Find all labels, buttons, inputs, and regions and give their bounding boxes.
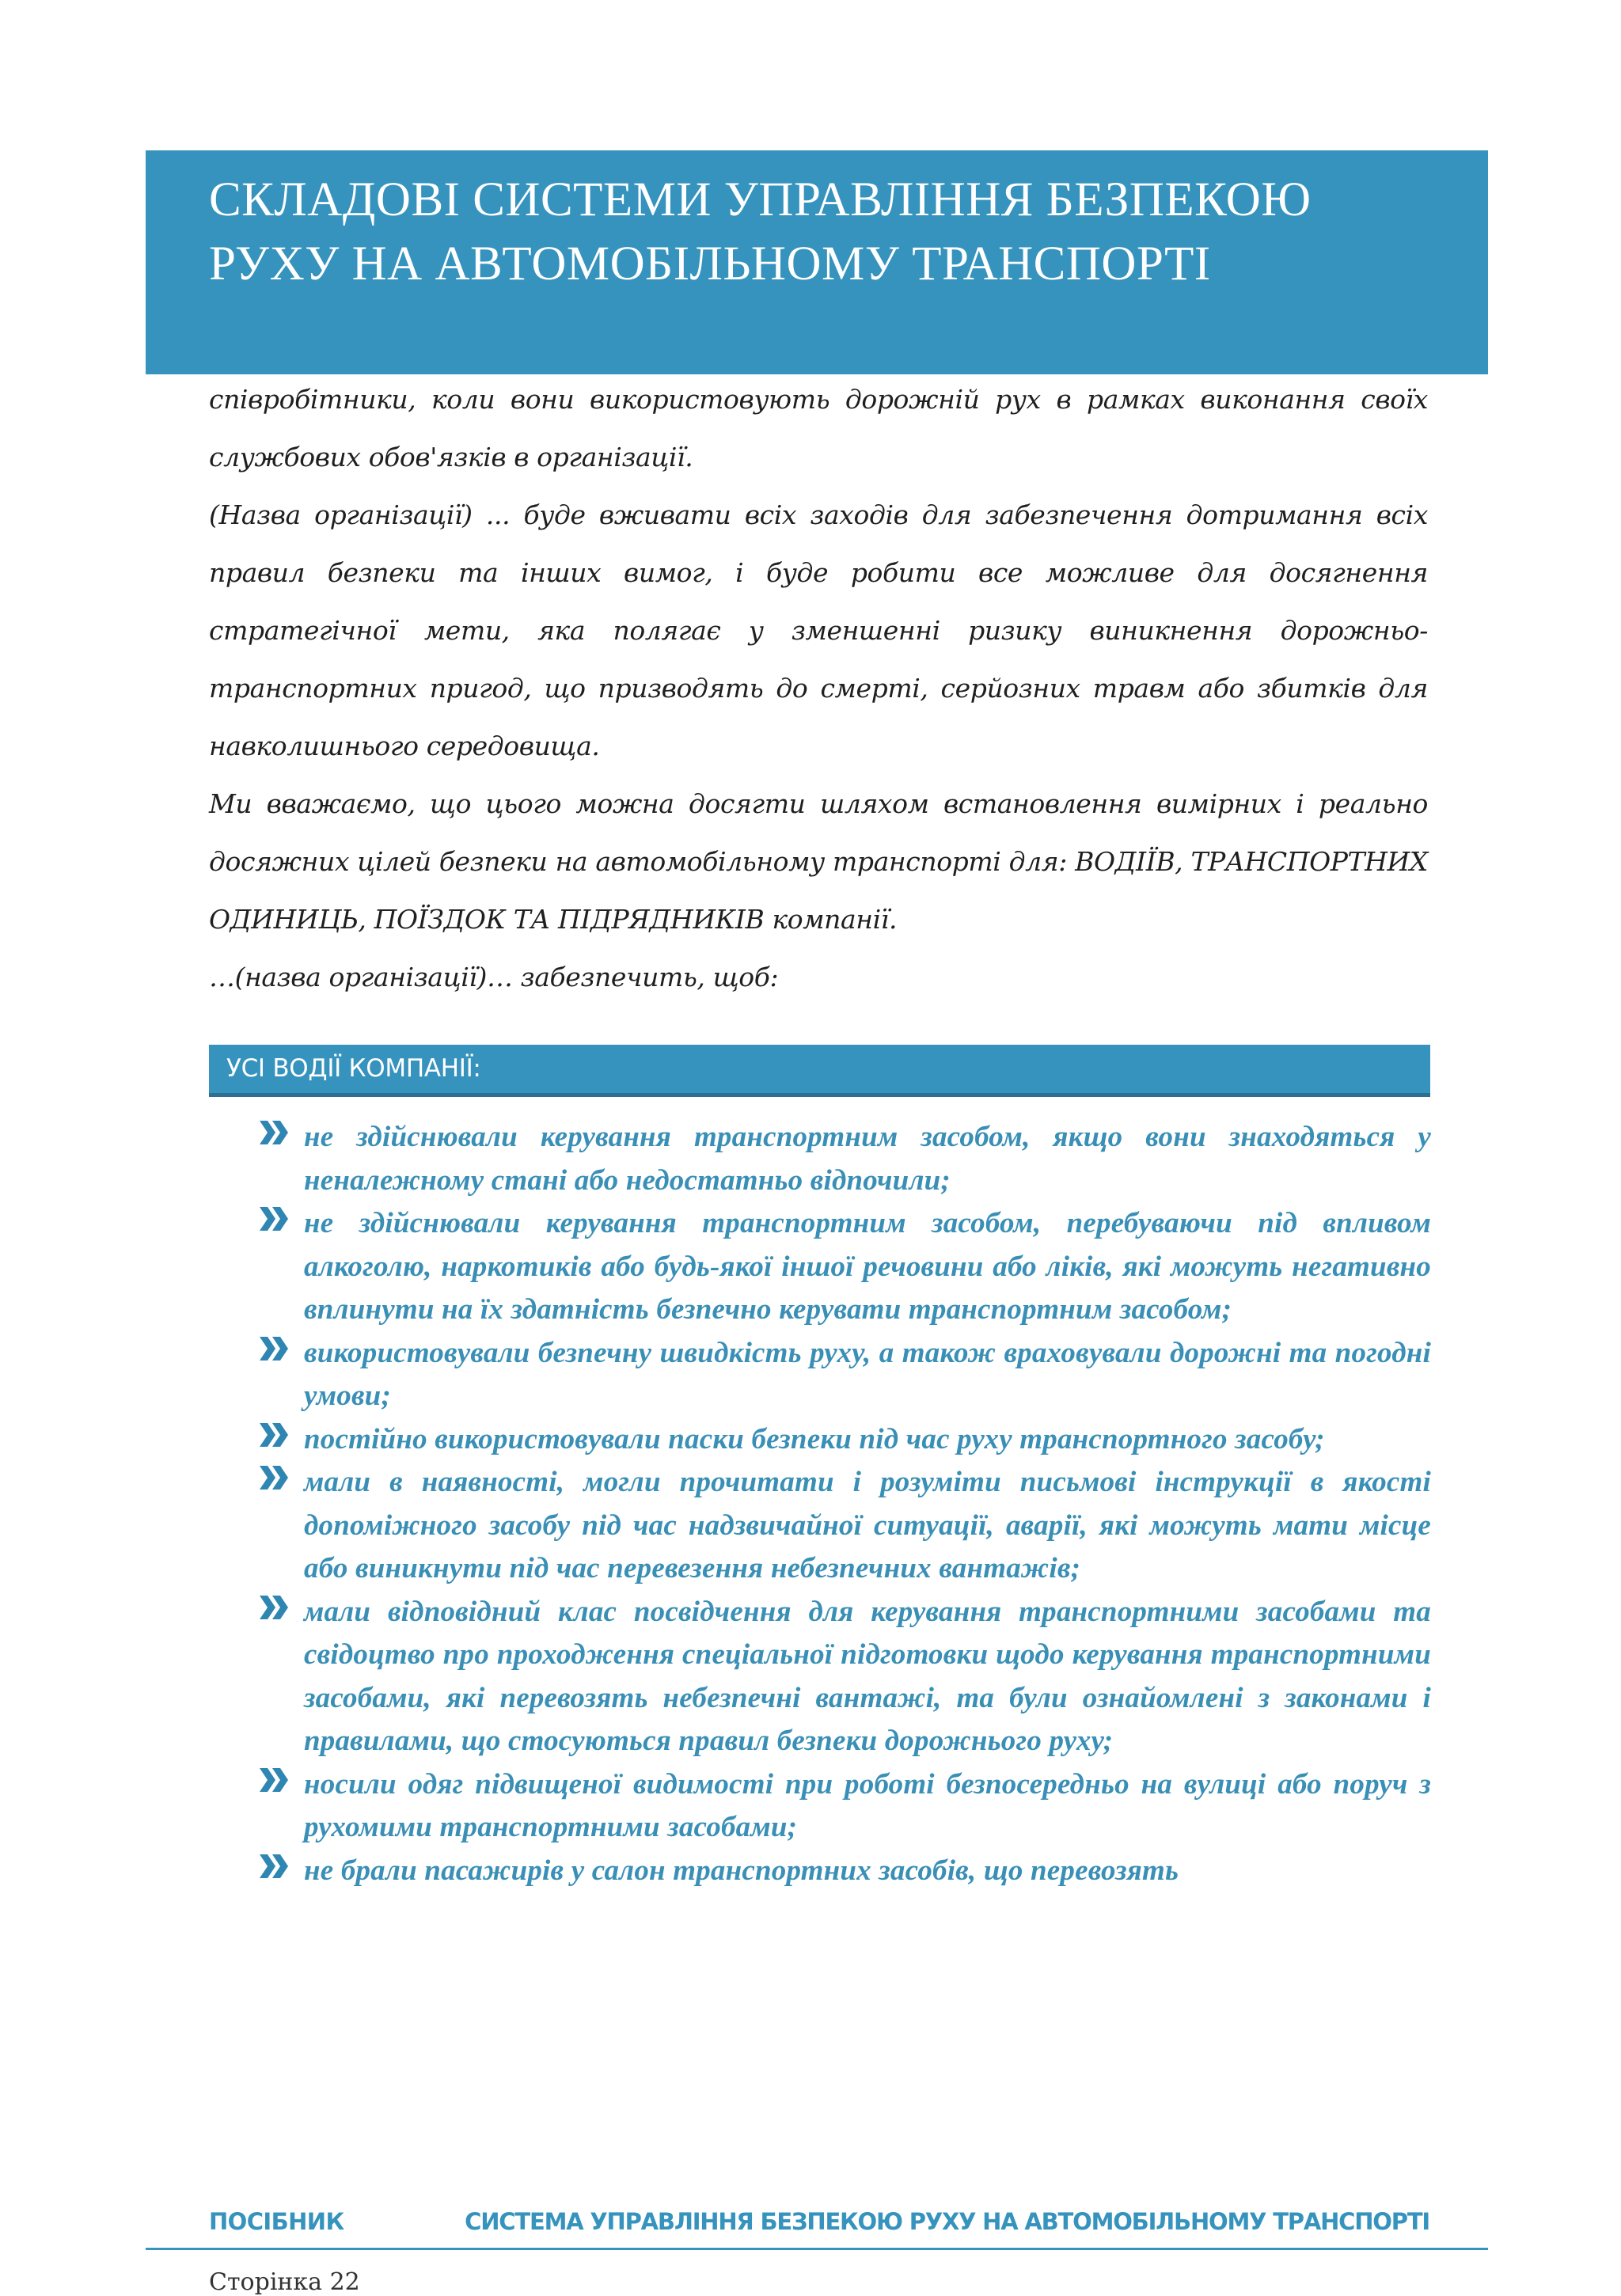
paragraph-4: …(назва організації)… забезпечить, щоб: xyxy=(209,962,779,992)
drivers-requirements-list xyxy=(258,1116,1431,1892)
list-item xyxy=(258,1850,1431,1893)
double-chevron-right-icon xyxy=(258,1119,293,1146)
footer-divider xyxy=(146,2248,1488,2250)
double-chevron-right-icon xyxy=(258,1421,293,1448)
list-item xyxy=(258,1591,1431,1763)
list-item xyxy=(258,1461,1431,1591)
list-item xyxy=(258,1418,1431,1462)
double-chevron-right-icon xyxy=(258,1335,293,1362)
footer-doc-title: СИСТЕМА УПРАВЛІННЯ БЕЗПЕКОЮ РУХУ НА АВТОМОБІЛЬНОМУ ТРАНСПОРТІ xyxy=(465,2208,1429,2235)
list-item-text: не здійснювали керування транспортним засобом, якщо вони знаходяться у неналежному стані або недостатньо відпочили; xyxy=(304,1121,1431,1197)
list-item-text: використовували безпечну швидкість руху, а також враховували дорожні та погодні умови; xyxy=(304,1336,1431,1412)
list-item xyxy=(258,1332,1431,1418)
list-item-text: мали в наявності, могли прочитати і розуміти письмові інструкції в якості допоміжного засобу під час надзвичайної ситуації, аварії, які можуть мати місце або виникнути під час перевезення небезпечних вантажів; xyxy=(304,1466,1431,1584)
list-item-text: не брали пасажирів у салон транспортних засобів, що перевозять xyxy=(304,1854,1179,1887)
page-title: СКЛАДОВІ СИСТЕМИ УПРАВЛІННЯ БЕЗПЕКОЮ РУХУ НА АВТОМОБІЛЬНОМУ ТРАНСПОРТІ xyxy=(209,173,1312,290)
list-item xyxy=(258,1116,1431,1202)
list-item-text: постійно використовували паски безпеки під час руху транспортного засобу; xyxy=(304,1422,1325,1455)
list-item-text: носили одяг підвищеної видимості при роботі безпосередньо на вулиці або поруч з рухомими транспортними засобами; xyxy=(304,1767,1431,1843)
paragraph-2: (Назва організації) ... буде вживати всіх заходів для забезпечення дотримання всіх правил безпеки та інших вимог, і буде робити все можливе для досягнення стратегічної мети, яка полягає у зменшенні ризику виникнення дорожньо-транспортних пригод, що призводять до смерті, серйозних травм або збитків для навколишнього середовища. xyxy=(209,499,1428,761)
double-chevron-right-icon xyxy=(258,1205,293,1232)
double-chevron-right-icon xyxy=(258,1853,293,1880)
double-chevron-right-icon xyxy=(258,1464,293,1491)
section-header-label: УСІ ВОДІЇ КОМПАНІЇ: xyxy=(226,1054,481,1083)
page-number: Сторінка 22 xyxy=(209,2268,360,2296)
list-item-text: мали відповідний клас посвідчення для керування транспортними засобами та свідоцтво про проходження спеціальної підготовки щодо керування транспортними засобами, які перевозять небезпечні вантажі, та були ознайомлені з законами і правилами, що стосуються правил безпеки дорожнього руху; xyxy=(304,1595,1431,1757)
list-item xyxy=(258,1763,1431,1850)
paragraph-3: Ми вважаємо, що цього можна досягти шляхом встановлення вимірних і реально досяжних цілей безпеки на автомобільному транспорті для: ВОДІЇВ, ТРАНСПОРТНИХ ОДИНИЦЬ, ПОЇЗДОК ТА ПІДРЯДНИКІВ компанії. xyxy=(209,788,1428,935)
body-text xyxy=(209,370,1428,1006)
double-chevron-right-icon xyxy=(258,1767,293,1793)
footer-doc-type: ПОСІБНИК xyxy=(209,2208,344,2235)
paragraph-1: співробітники, коли вони використовують дорожній рух в рамках виконання своїх службових обов'язків в організації. xyxy=(209,384,1428,472)
section-header-bar xyxy=(209,1045,1430,1097)
list-item-text: не здійснювали керування транспортним засобом, перебуваючи під впливом алкоголю, наркотиків або будь-якої іншої речовини або ліків, які можуть негативно вплинути на їх здатність безпечно керувати транспортним засобом; xyxy=(304,1207,1431,1326)
header-banner xyxy=(146,150,1488,374)
list-item xyxy=(258,1202,1431,1332)
double-chevron-right-icon xyxy=(258,1594,293,1621)
